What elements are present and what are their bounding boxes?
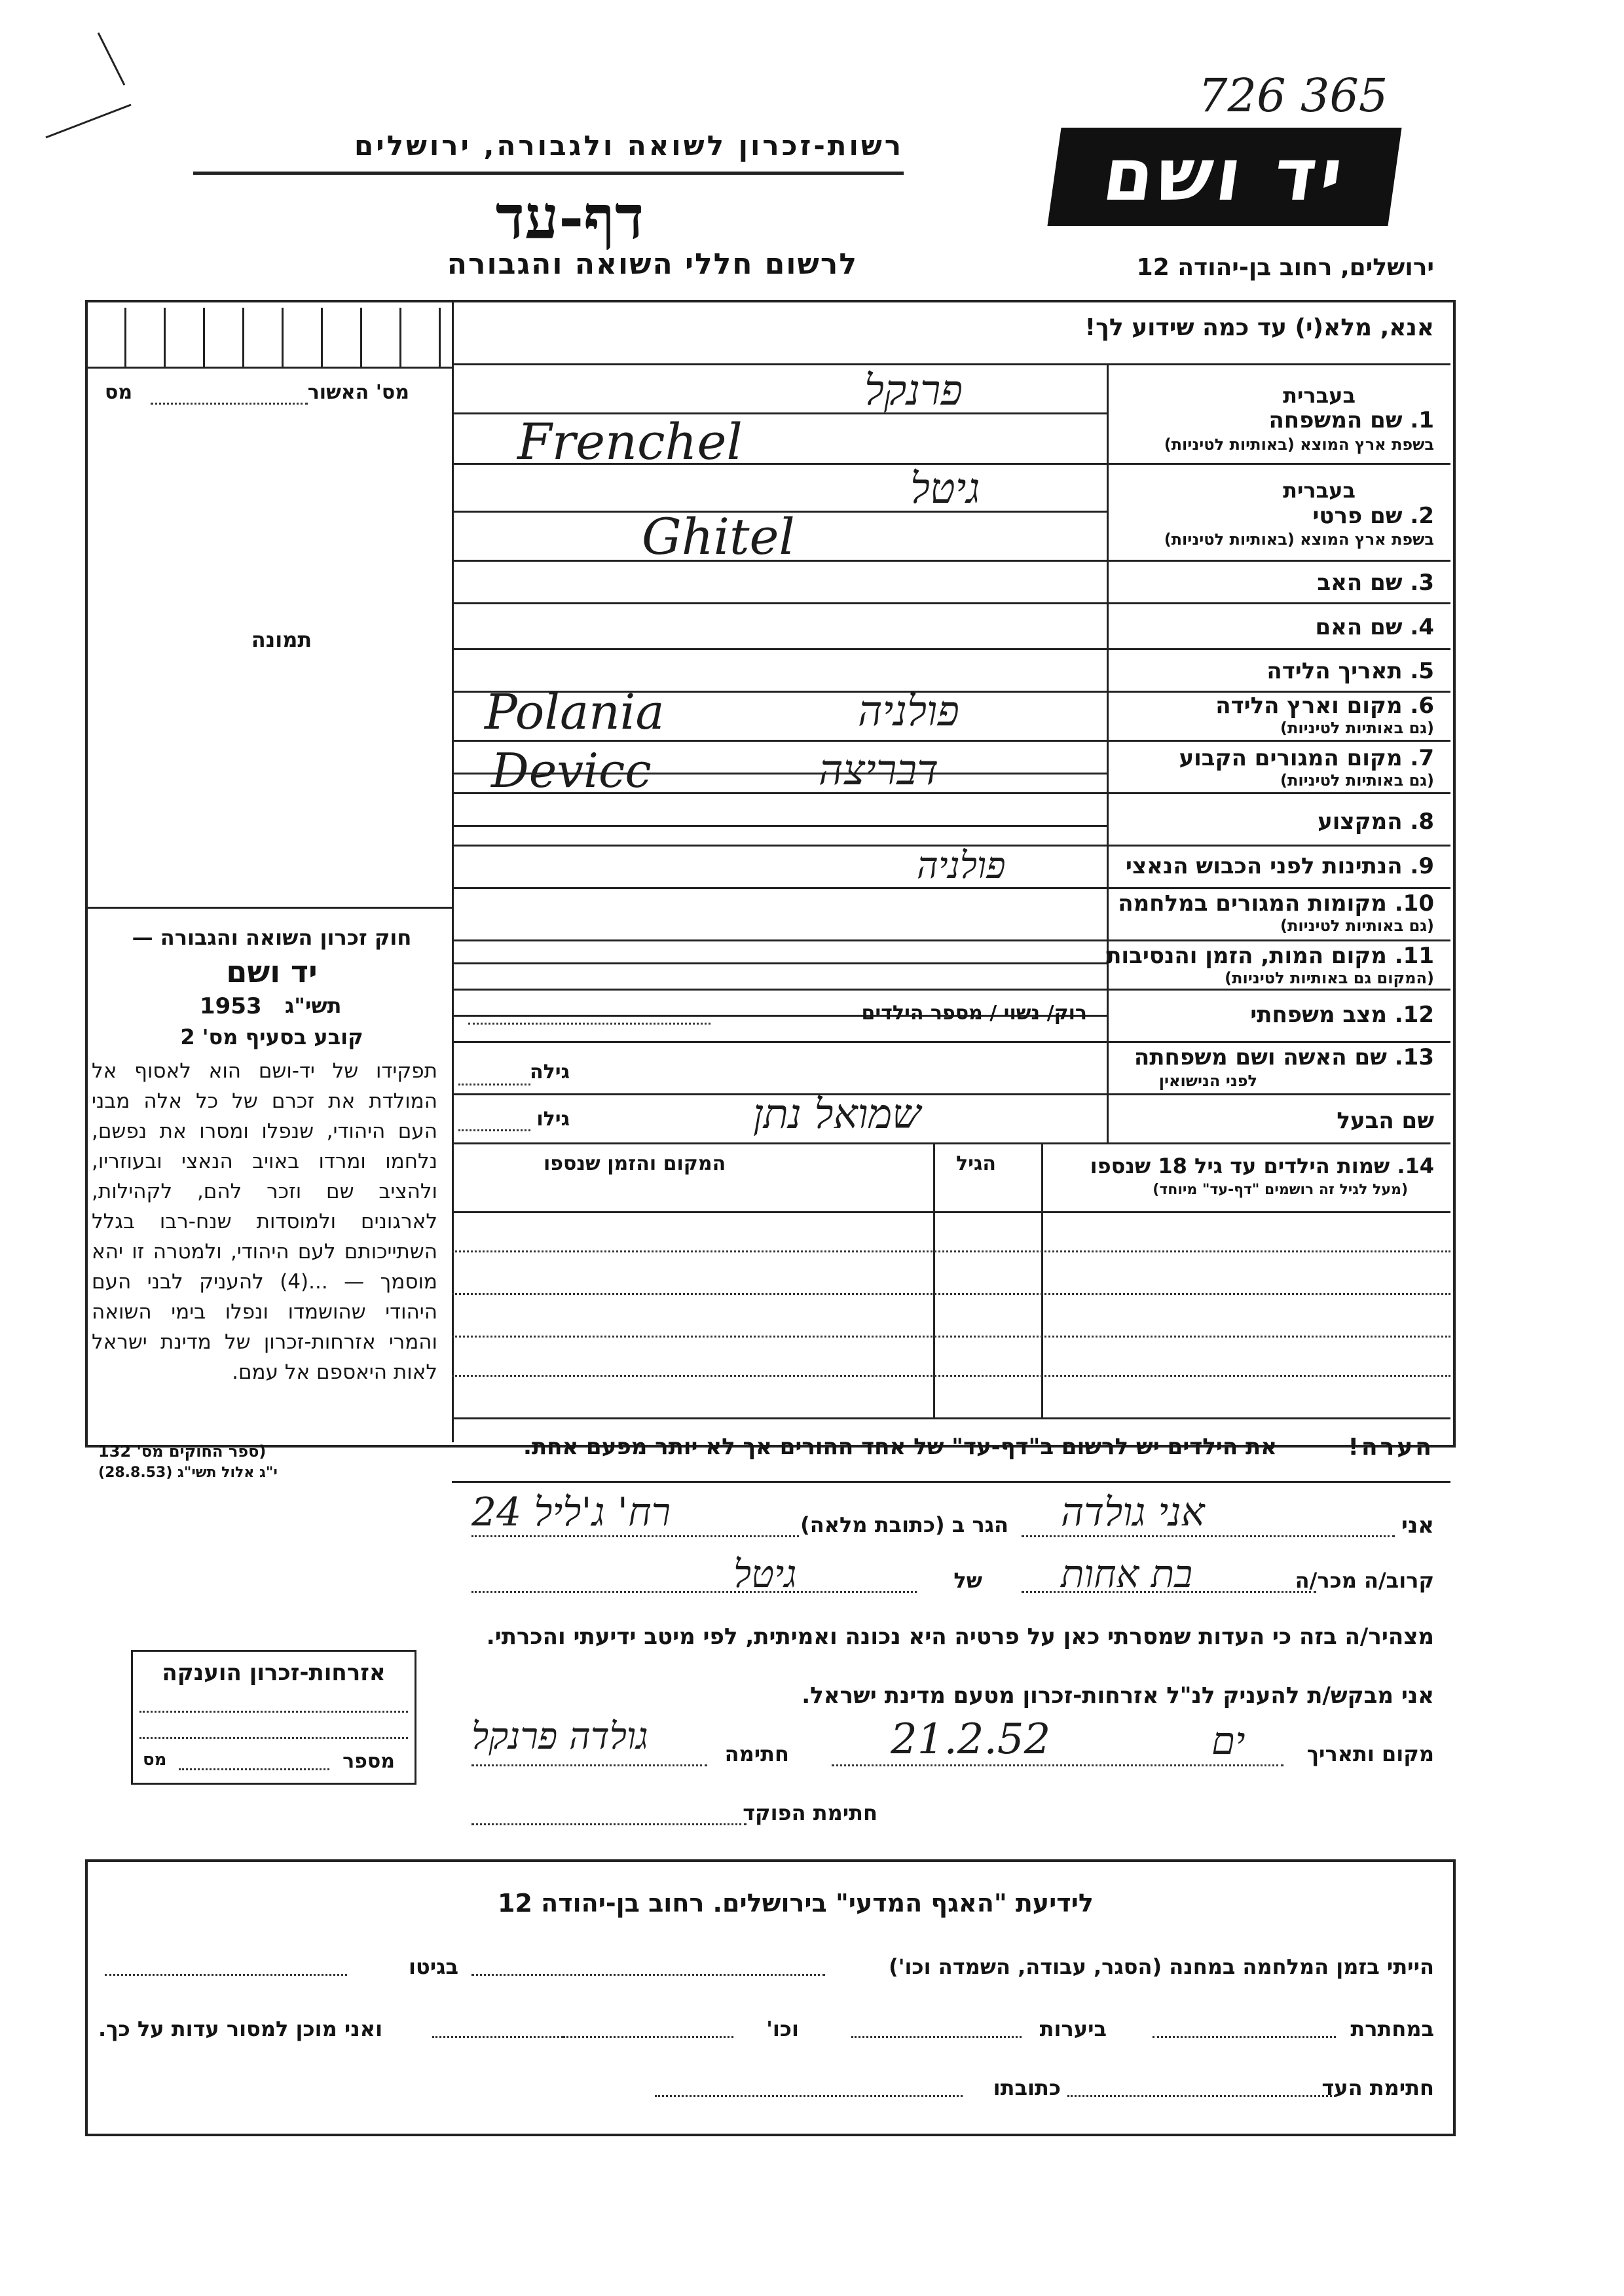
note-text: את הילדים יש לרשום ב"דף-עד" של אחד ההורים אך לא יותר מפעם אחת. [523,1434,1277,1460]
field-13-sub: לפני הנישואין [1158,1072,1257,1090]
decl-name-line [1022,1535,1395,1537]
field-11-label: 11. מקום המות, הזמן והנסיבות [1106,943,1434,969]
field-14-label: 14. שמות הילדים עד גיל 18 שנספו [1090,1154,1434,1178]
footer-witness-line [1067,2095,1336,2097]
children-bottom-rule [452,1417,1450,1419]
decl-place-date: מקום ותאריך [1306,1741,1434,1766]
tick [242,308,244,367]
logo-text: יד ושם [1098,133,1352,217]
witness-name: אני גולדה [1061,1489,1205,1535]
approval-no-label: מס [105,381,133,404]
footer-address: כתובתו [993,2075,1061,2100]
row-rule [452,989,1450,991]
tick [321,308,323,367]
id-box-rule [85,367,452,369]
given-latin: Ghitel [642,507,795,566]
field-10-label: 10. מקומות המגורים במלחמה [1118,890,1434,917]
footer-testify: ואני מוכן למסור עדות על כך. [98,2016,383,2041]
citizenship-hebrew: פולניה [917,845,1006,887]
field-6-sub: (גם באותיות לטיניות) [1280,719,1434,737]
footer-testify-line [432,2036,563,2038]
field-12-label: 12. מצב משפחתי [1250,1002,1434,1028]
row-rule [452,560,1450,562]
field-2-label: 2. שם פרטי [1312,503,1434,529]
tick [203,308,205,367]
place-date-line [832,1764,1283,1766]
footer-underground-line [1153,2036,1336,2038]
form-title: דף-עד [495,182,644,253]
footer-forests: ביערות [1039,2016,1107,2041]
relation: בת אחות [1061,1552,1193,1596]
law-source: (ספר החוקים מס' 132 [98,1442,267,1461]
decl-signature-label: חתימה [724,1741,789,1766]
tick [439,308,441,367]
in-hebrew-label-1: בעברית [1283,383,1356,408]
decl-place: ים [1211,1719,1246,1763]
subrow-rule [452,962,1107,964]
footer-etc-line [563,2036,733,2038]
law-name: יד ושם [226,954,318,989]
tick [164,308,166,367]
law-clause: קובע בסעיף מס' 2 [180,1025,363,1049]
decl-residing: הגר ב (כתובת מלאה) [800,1512,1008,1537]
in-hebrew-label-2: בעברית [1283,478,1356,503]
surname-hebrew: פרנקל [864,367,963,415]
field-13-label: 13. שם האשה ושם משפחתה [1134,1044,1434,1070]
decl-statement: מצהיר/ה בזה כי העדות שמסרתי כאן על פרטיה היא נכונה ואמיתית, לפי מיטב ידיעתי והכרתי. [486,1624,1434,1650]
footer-forests-line [851,2036,1022,2038]
citizenship-number: מספר [342,1750,395,1773]
husband-label: שם הבעל [1337,1108,1434,1134]
wife-age-line [458,1084,530,1085]
decl-request: אני מבקש/ת להעניק לנ"ל אזרחות-זכרון מטעם מדינת ישראל. [802,1683,1434,1709]
decl-i: אני [1401,1512,1434,1539]
tick [124,308,126,367]
tick [282,308,284,367]
field-3-label: 3. שם האב [1317,570,1434,596]
children-header-rule [452,1211,1450,1213]
decl-of: של [953,1568,982,1593]
field-8-label: 8. המקצוע [1318,809,1434,835]
authority-title: רשות-זכרון לשואה ולגבורה, ירושלים [354,130,904,162]
footer-address-line [655,2095,963,2097]
form-subtitle: לרשום חללי השואה והגבורה [447,247,858,281]
footer-title: לידיעת "האגף המדעי" בירושלים. רחוב בן-יהודה 12 [498,1889,1094,1918]
law-source-date: י"ג אלול תשי"ג (28.8.53) [98,1465,278,1481]
left-column-divider [452,300,454,1442]
citizenship-title: אזרחות-זכרון הוענקה [162,1660,386,1686]
header-address: ירושלים, רחוב בן-יהודה 12 [1136,254,1434,281]
row-rule [452,602,1450,604]
decl-relative: קרוב/ה מכר/ה [1295,1568,1434,1593]
law-year-hebrew: תשי"ג [285,993,342,1018]
request-text: אנא, מלא(י) עד כמה שידוע לך! [1084,314,1434,341]
relation-of: גיטל [733,1552,797,1596]
field-14-sub: (מעל לגיל זה רושמים "דף-עד" מיוחד) [1153,1182,1408,1198]
children-line [452,1250,1450,1252]
citizenship-no: מס [143,1750,167,1770]
field-10-sub: (גם באותיות לטיניות) [1280,917,1434,935]
children-line [452,1336,1450,1338]
corner-mark [26,26,144,144]
row-rule [452,648,1450,650]
label-column-divider [1107,363,1109,1142]
residence-hebrew: דבריצה [819,746,939,795]
footer-ghetto-line [105,1974,347,1976]
field-7-sub: (גם באותיות לטיניות) [1280,771,1434,790]
wife-age-label: גילה [530,1061,570,1084]
marital-line [468,1023,710,1025]
col-place-time: המקום והזמן שנספו [544,1152,726,1175]
row-rule [452,939,1450,941]
law-year: 1953 [200,993,262,1019]
field-4-label: 4. שם האם [1315,614,1434,640]
decl-date: 21.2.52 [891,1715,1051,1764]
photo-label: תמונה [251,627,312,652]
children-line [452,1293,1450,1295]
decl-officer: חתימת הפוקד [743,1800,877,1825]
note-label: הערה! [1348,1434,1434,1461]
field-2-sub: בשפת ארץ המוצא (באותיות לטיניות) [1164,530,1434,549]
row-rule [452,1142,1450,1144]
field-11-sub: (המקום גם באותיות לטיניות) [1225,969,1434,987]
tick [360,308,362,367]
footer-camp-line [471,1974,825,1976]
officer-line [471,1823,747,1825]
decl-signature: גולדה פרנקל [471,1715,648,1758]
husband-age-line [458,1129,530,1131]
law-box [92,913,445,1503]
witness-address: רח' ג'ליל 24 [471,1489,671,1535]
law-text: תפקידו של יד-ושם הוא לאסוף אל המולדת את זכרם של כל אלה מבני העם היהודי, שנפלו ומסרו את נפשם, נלחמו ומרדו באויב הנאצי ובעוזריו, ולהציב שם וזכר להם, לקהילות, לארגונים ולמוסדות שנח-רבו בגלל השתייכותם לעם היהודי, ולמטרה זו יהא מוסמך — ...(4) להעניק לבני העם היהודי שהושמדו ונפלו בימי השואה והמרי אזרחות-זכרון של מדינת ישראל לאות היאספם אל עמם. [92,1059,437,1384]
husband-name: שמואל נתן [753,1090,921,1138]
given-hebrew: גיטל [910,465,980,513]
subrow-rule [452,825,1107,827]
field-5-label: 5. תאריך הלידה [1266,658,1434,684]
husband-age-label: גילו [536,1108,570,1131]
field-1-label: 1. שם המשפחה [1268,407,1434,433]
surname-latin: Frenchel [517,412,743,471]
field-7-label: 7. מקום המגורים הקבוע [1179,745,1434,771]
tick [399,308,401,367]
law-title: חוק זכרון השואה והגבורה — [132,925,412,950]
field-6-label: 6. מקום וארץ הלידה [1215,693,1434,719]
citizenship-number-line [179,1768,329,1770]
footer-etc: וכו' [766,2016,799,2041]
yad-vashem-logo [1047,128,1401,226]
children-line [452,1375,1450,1377]
footer-underground: במחתרת [1350,2016,1434,2041]
footer-ghetto: בגיטו [409,1954,458,1979]
header-rule [193,172,904,175]
row-rule [452,1093,1450,1095]
citizenship-box [131,1650,416,1785]
approval-number-line [151,403,308,405]
stamp-number: 726 365 [1198,69,1388,122]
decl-address-line [471,1535,799,1537]
row-rule [452,887,1450,889]
field-1-sub: בשפת ארץ המוצא (באותיות לטיניות) [1164,435,1434,454]
birthplace-hebrew: פולניה [858,687,959,736]
birthplace-latin: Polania [485,684,665,740]
approval-number-label: מס' האשור [307,381,409,404]
field-12-options: רוק/ נשוי / מספר הילדים [861,1002,1087,1025]
declaration-rule [452,1481,1450,1483]
signature-line [471,1764,707,1766]
footer-witness-sig: חתימת העד [1321,2075,1434,2100]
residence-latin: Devicc [491,743,652,798]
footer-line1: הייתי בזמן המלחמה במחנה (הסגר, עבודה, השמדה וכו') [889,1954,1434,1979]
field-9-label: 9. הנתינות לפני הכבוש הנאצי [1125,853,1434,879]
citizenship-line [139,1737,408,1739]
request-row-rule [452,363,1450,365]
col-age: הגיל [956,1152,996,1175]
photo-box-bottom [85,907,452,909]
decl-of-line [471,1591,917,1593]
row-rule [452,1041,1450,1043]
citizenship-line [139,1711,408,1713]
